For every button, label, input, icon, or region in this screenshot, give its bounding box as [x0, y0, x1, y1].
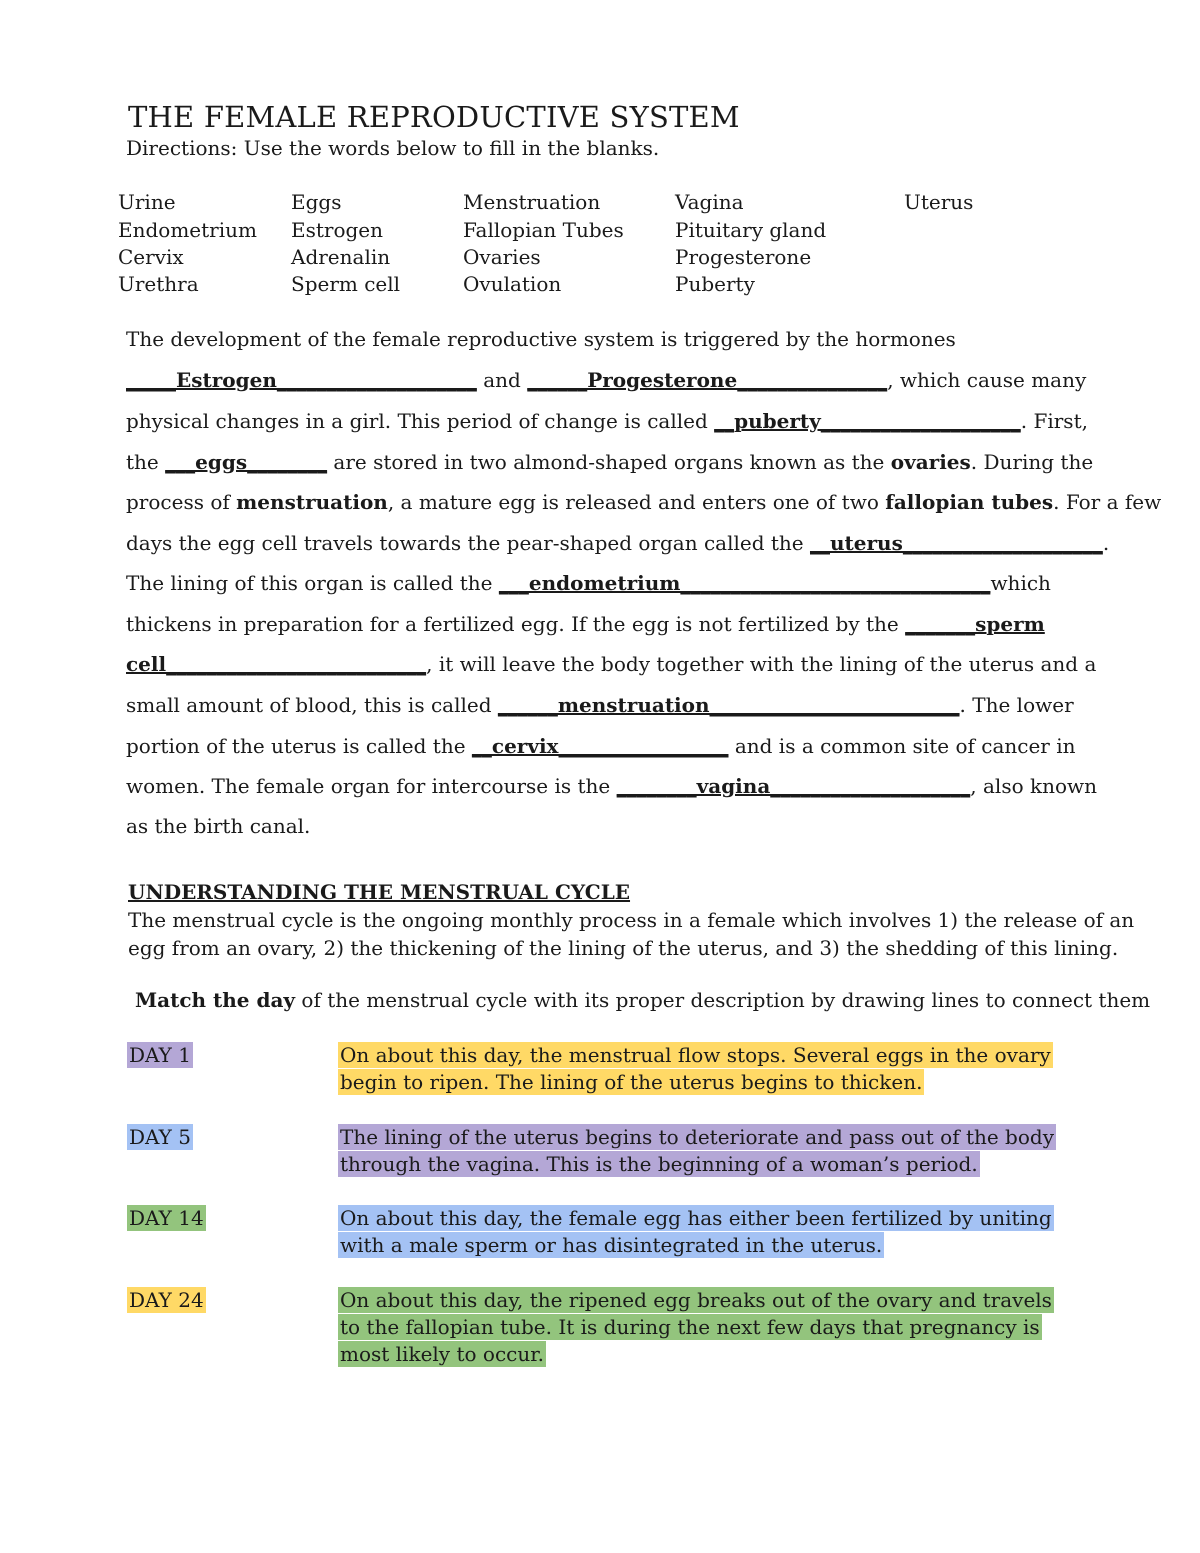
- answer-blank: ________vagina____________________: [616, 774, 971, 798]
- paragraph-text: physical changes in a girl. This period of change is called: [126, 409, 715, 433]
- paragraph-line: [126, 692, 1074, 718]
- word-bank-word: Sperm cell: [291, 272, 401, 296]
- day-label: [127, 1205, 206, 1231]
- paragraph-text: , which cause many: [887, 368, 1087, 392]
- cycle-description-line: The menstrual cycle is the ongoing monthly process in a female which involves 1) the release of an: [128, 908, 1135, 932]
- word-bank-word: Ovulation: [463, 272, 562, 296]
- paragraph-line: [126, 773, 1097, 799]
- word-bank-word: Progesterone: [675, 245, 812, 269]
- day-description-text: On about this day, the menstrual flow stops. Several eggs in the ovary begin to ripen. The lining of the uterus begins to thicken.: [340, 1043, 1051, 1094]
- word-bank-word: Estrogen: [291, 218, 384, 242]
- day-description-text: On about this day, the female egg has either been fertilized by uniting with a male sperm or has disintegrated in the uterus.: [340, 1206, 1052, 1257]
- paragraph-line: [126, 489, 1161, 515]
- paragraph-text: The development of the female reproductive system is triggered by the hormones: [126, 327, 956, 351]
- day-label: [127, 1124, 193, 1150]
- paragraph-text: small amount of blood, this is called: [126, 693, 498, 717]
- paragraph-text: are stored in two almond-shaped organs known as the: [327, 450, 891, 474]
- bold-term: ovaries: [890, 450, 971, 474]
- paragraph-text: . The lower: [959, 693, 1074, 717]
- directions: Directions: Use the words below to fill in the blanks.: [126, 136, 660, 160]
- day-label: [127, 1042, 193, 1068]
- paragraph-text: . During the: [970, 450, 1094, 474]
- paragraph-line: [126, 813, 310, 839]
- word-bank-word: Ovaries: [463, 245, 541, 269]
- section-heading: UNDERSTANDING THE MENSTRUAL CYCLE: [128, 880, 631, 904]
- paragraph-line: [126, 530, 1109, 556]
- day-description: [338, 1205, 1064, 1259]
- answer-blank: _____Estrogen____________________: [126, 368, 477, 392]
- word-bank-word: Fallopian Tubes: [463, 218, 624, 242]
- paragraph-text: , it will leave the body together with the lining of the uterus and a: [426, 652, 1097, 676]
- word-bank-word: Pituitary gland: [675, 218, 827, 242]
- paragraph-text: , a mature egg is released and enters one of two: [387, 490, 886, 514]
- paragraph-text: . First,: [1020, 409, 1088, 433]
- day-description: [338, 1124, 1078, 1178]
- word-bank-word: Puberty: [675, 272, 755, 296]
- answer-blank: __cervix_________________: [471, 734, 729, 758]
- bold-term: menstruation: [236, 490, 388, 514]
- answer-blank: __puberty____________________: [714, 409, 1021, 433]
- paragraph-text: process of: [126, 490, 237, 514]
- paragraph-text: and is a common site of cancer in: [728, 734, 1076, 758]
- day-label-text: DAY 14: [129, 1206, 204, 1230]
- word-bank-word: Adrenalin: [291, 245, 391, 269]
- answer-blank: ______menstruation_________________________: [497, 693, 960, 717]
- word-bank-word: Eggs: [291, 190, 342, 214]
- paragraph-text: portion of the uterus is called the: [126, 734, 472, 758]
- day-label: [127, 1287, 206, 1313]
- paragraph-text: The lining of this organ is called the: [126, 571, 499, 595]
- paragraph-text: , also known: [970, 774, 1098, 798]
- paragraph-text: the: [126, 450, 166, 474]
- match-instructions: [135, 988, 1150, 1012]
- day-label-text: DAY 1: [129, 1043, 191, 1067]
- paragraph-text: . For a few: [1053, 490, 1162, 514]
- word-bank-word: Endometrium: [118, 218, 257, 242]
- answer-blank: cell__________________________: [126, 652, 427, 676]
- word-bank-word: Cervix: [118, 245, 184, 269]
- paragraph-text: thickens in preparation for a fertilized egg. If the egg is not fertilized by the: [126, 612, 906, 636]
- paragraph-line: [126, 611, 1045, 637]
- answer-blank: _______sperm: [905, 612, 1045, 636]
- day-label-text: DAY 5: [129, 1125, 191, 1149]
- paragraph-text: which: [990, 571, 1051, 595]
- paragraph-line: [126, 367, 1086, 393]
- word-bank-word: Menstruation: [463, 190, 601, 214]
- paragraph-text: and: [476, 368, 528, 392]
- paragraph-line: [126, 570, 1051, 596]
- answer-blank: ___eggs________: [165, 450, 328, 474]
- day-label-text: DAY 24: [129, 1288, 204, 1312]
- word-bank-word: Urethra: [118, 272, 199, 296]
- answer-blank: ______Progesterone_______________: [527, 368, 888, 392]
- paragraph-text: days the egg cell travels towards the pear-shaped organ called the: [126, 531, 810, 555]
- day-description-text: The lining of the uterus begins to deteriorate and pass out of the body through the vagina. This is the beginning of a woman’s period.: [340, 1125, 1055, 1176]
- match-instructions-bold: Match the day: [135, 988, 296, 1012]
- paragraph-line: [126, 733, 1076, 759]
- word-bank-word: Vagina: [675, 190, 744, 214]
- page-title: THE FEMALE REPRODUCTIVE SYSTEM: [128, 100, 740, 134]
- cycle-description-line: egg from an ovary, 2) the thickening of the lining of the uterus, and 3) the shedding of this lining.: [128, 936, 1119, 960]
- day-description-text: On about this day, the ripened egg breaks out of the ovary and travels to the fallopian tube. It is during the next few days that pregnancy is most likely to occur.: [340, 1288, 1052, 1366]
- day-description: [338, 1042, 1064, 1096]
- paragraph-line: [126, 326, 956, 352]
- answer-blank: __uterus____________________: [809, 531, 1103, 555]
- word-bank-word: Urine: [118, 190, 176, 214]
- bold-term: fallopian tubes: [885, 490, 1054, 514]
- match-instructions-rest: of the menstrual cycle with its proper description by drawing lines to connect them: [295, 988, 1151, 1012]
- paragraph-text: women. The female organ for intercourse is the: [126, 774, 617, 798]
- paragraph-text: as the birth canal.: [126, 814, 311, 838]
- paragraph-line: [126, 408, 1088, 434]
- paragraph-line: [126, 651, 1096, 677]
- answer-blank: ___endometrium_______________________________: [498, 571, 991, 595]
- paragraph-text: .: [1102, 531, 1110, 555]
- paragraph-line: [126, 449, 1093, 475]
- word-bank-word: Uterus: [904, 190, 974, 214]
- cycle-description: [128, 906, 1134, 962]
- day-description: [338, 1287, 1064, 1368]
